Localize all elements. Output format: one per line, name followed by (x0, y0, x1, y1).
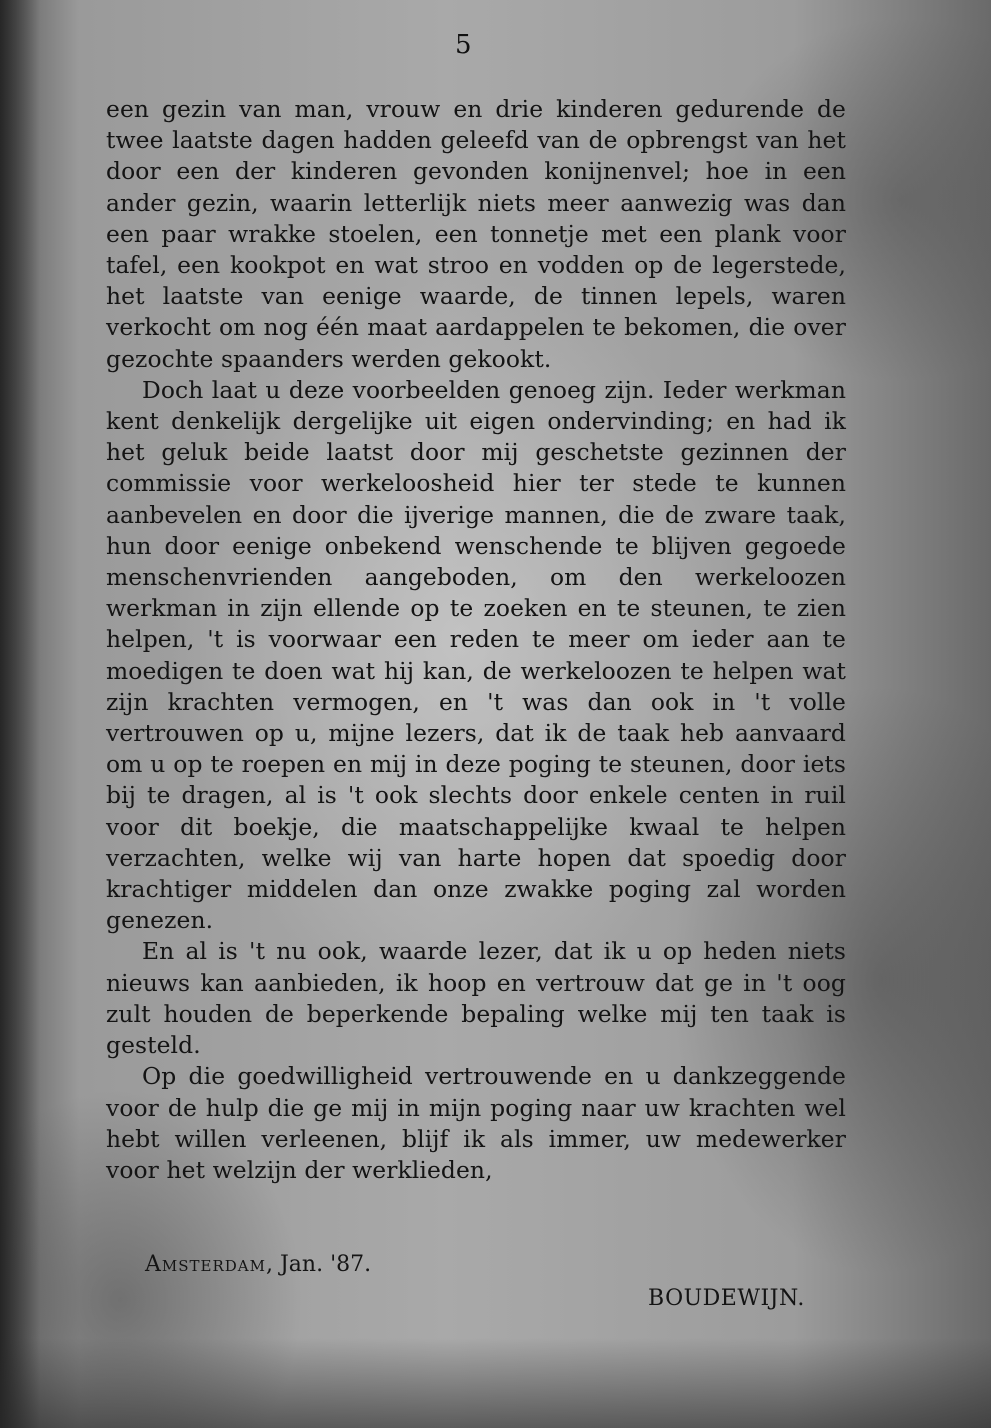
paragraph-continued: een gezin van man, vrouw en drie kinderen gedurende de twee laatste dagen hadden geleefd van de opbrengst van het door een der kinderen gevonden konijnenvel; hoe in een ander gezin, waarin letterlijk niets meer aanwezig was dan een paar wrakke stoelen, een tonnetje met een plank voor tafel, een kookpot en wat stroo en vodden op de legerstede, het laatste van eenige waarde, de tinnen lepels, waren verkocht om nog één maat aardappelen te bekomen, die over gezochte spaanders werden gekookt. (106, 95, 846, 373)
paragraph: Op die goedwilligheid vertrouwende en u dankzeggende voor de hulp die ge mij in mijn poging naar uw krachten wel hebt willen verleenen, blijf ik als immer, uw medewerker voor het welzijn der werklieden, (106, 1062, 846, 1184)
closing-date: , Jan. '87. (266, 1252, 372, 1277)
closing-place: Amsterdam (145, 1252, 266, 1277)
paragraph: Doch laat u deze voorbeelden genoeg zijn. Ieder werkman kent denkelijk dergelijke uit eigen ondervinding; en had ik het geluk beide laatst door mij geschetste gezinnen der commissie voor werkeloosheid hier ter stede te kunnen aanbevelen en door die ijverige mannen, die de zware taak, hun door eenige onbekend wenschende te blijven gegoede menschenvrienden aangeboden, om den werkeloozen werkman in zijn ellende op te zoeken en te steunen, te zien helpen, 't is voorwaar een reden te meer om ieder aan te moedigen te doen wat hij kan, de werkeloozen te helpen wat zijn krachten vermogen, en 't was dan ook in 't volle vertrouwen op u, mijne lezers, dat ik de taak heb aanvaard om u op te roepen en mij in deze poging te steunen, door iets bij te dragen, al is 't ook slechts door enkele centen in ruil voor dit boekje, die maatschappelijke kwaal te helpen verzachten, welke wij van harte hopen dat spoedig door krachtiger middelen dan onze zwakke poging zal worden genezen. (106, 375, 846, 935)
page-number: 5 (455, 30, 472, 60)
scan-left-shadow (0, 0, 40, 1428)
place-date-line (145, 1252, 371, 1277)
signature: BOUDEWIJN. (648, 1286, 805, 1311)
scan-bottom-shadow (0, 1338, 991, 1428)
body-text (106, 94, 846, 1186)
paragraph: En al is 't nu ook, waarde lezer, dat ik u op heden niets nieuws kan aanbieden, ik hoop en vertrouw dat ge in 't oog zult houden de beperkende bepaling welke mij ten taak is gesteld. (106, 937, 846, 1060)
